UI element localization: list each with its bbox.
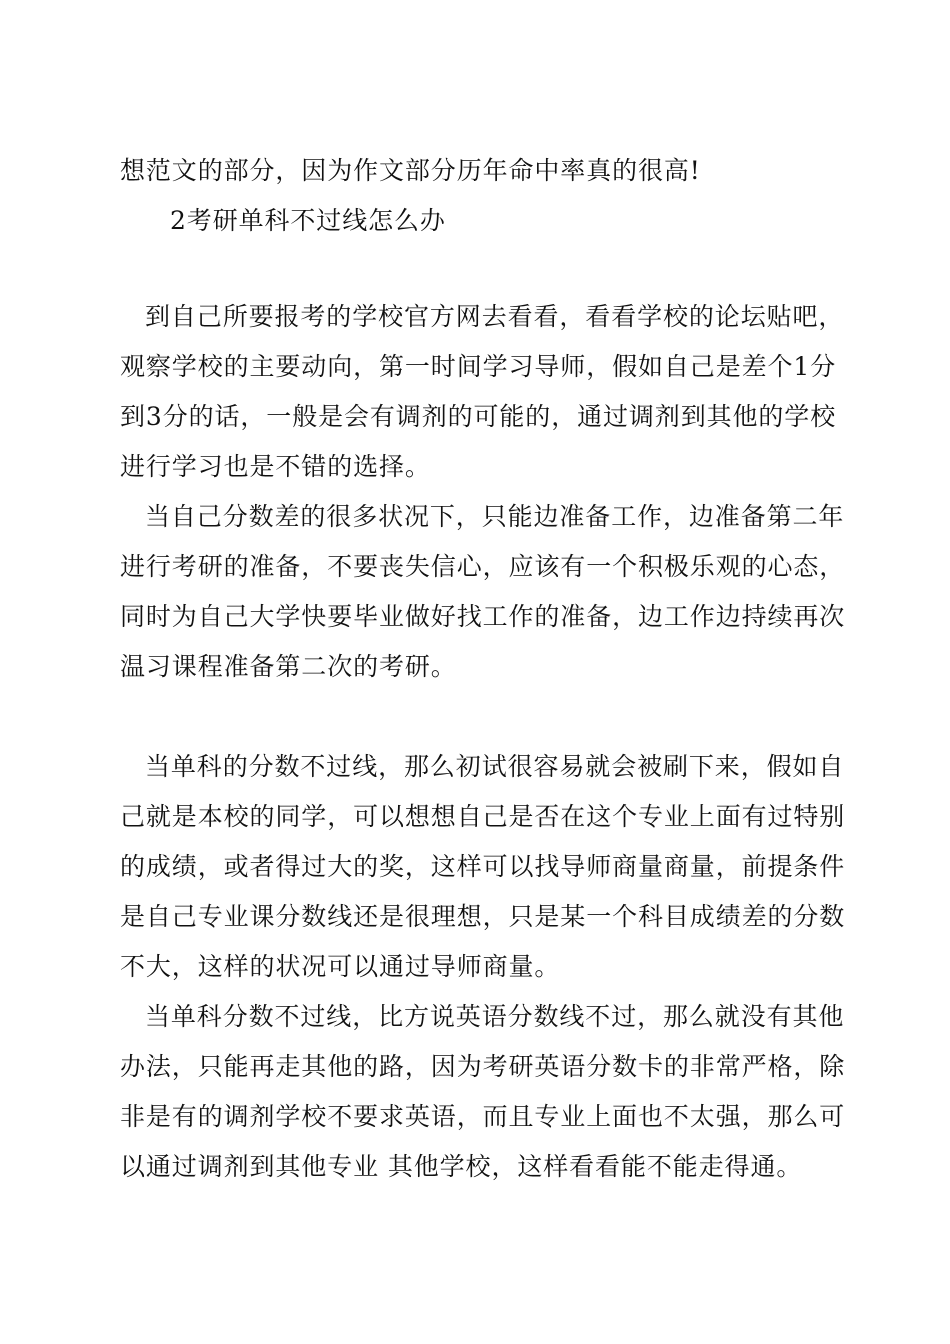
paragraph-line: 办法，只能再走其他的路，因为考研英语分数卡的非常严格，除 [120,1052,846,1081]
paragraph-line: 进行学习也是不错的选择。 [120,452,431,481]
text-line: 想范文的部分，因为作文部分历年命中率真的很高! [120,156,701,185]
paragraph-line: 进行考研的准备，不要丧失信心，应该有一个积极乐观的心态， [120,552,846,581]
paragraph-line: 同时为自己大学快要毕业做好找工作的准备，边工作边持续再次 [120,602,846,631]
paragraph-line: 观察学校的主要动向，第一时间学习导师，假如自己是差个1分 [120,352,837,381]
paragraph-line: 的成绩，或者得过大的奖，这样可以找导师商量商量，前提条件 [120,852,846,881]
paragraph-line: 当自己分数差的很多状况下，只能边准备工作，边准备第二年 [145,502,845,531]
paragraph-line: 不大，这样的状况可以通过导师商量。 [120,952,561,981]
paragraph-line: 到3分的话，一般是会有调剂的可能的，通过调剂到其他的学校 [120,402,837,431]
paragraph-line: 以通过调剂到其他专业 其他学校，这样看看能不能走得通。 [120,1152,803,1181]
section-heading: 2考研单科不过线怎么办 [170,206,446,235]
paragraph-line: 当单科的分数不过线，那么初试很容易就会被刷下来，假如自 [145,752,845,781]
paragraph-line: 温习课程准备第二次的考研。 [120,652,457,681]
paragraph-line: 是自己专业课分数线还是很理想，只是某一个科目成绩差的分数 [120,902,846,931]
paragraph-line: 非是有的调剂学校不要求英语，而且专业上面也不太强，那么可 [120,1102,846,1131]
paragraph-line: 己就是本校的同学，可以想想自己是否在这个专业上面有过特别 [120,802,846,831]
paragraph-line: 当单科分数不过线，比方说英语分数线不过，那么就没有其他 [145,1002,845,1031]
paragraph-line: 到自己所要报考的学校官方网去看看，看看学校的论坛贴吧， [145,302,845,331]
